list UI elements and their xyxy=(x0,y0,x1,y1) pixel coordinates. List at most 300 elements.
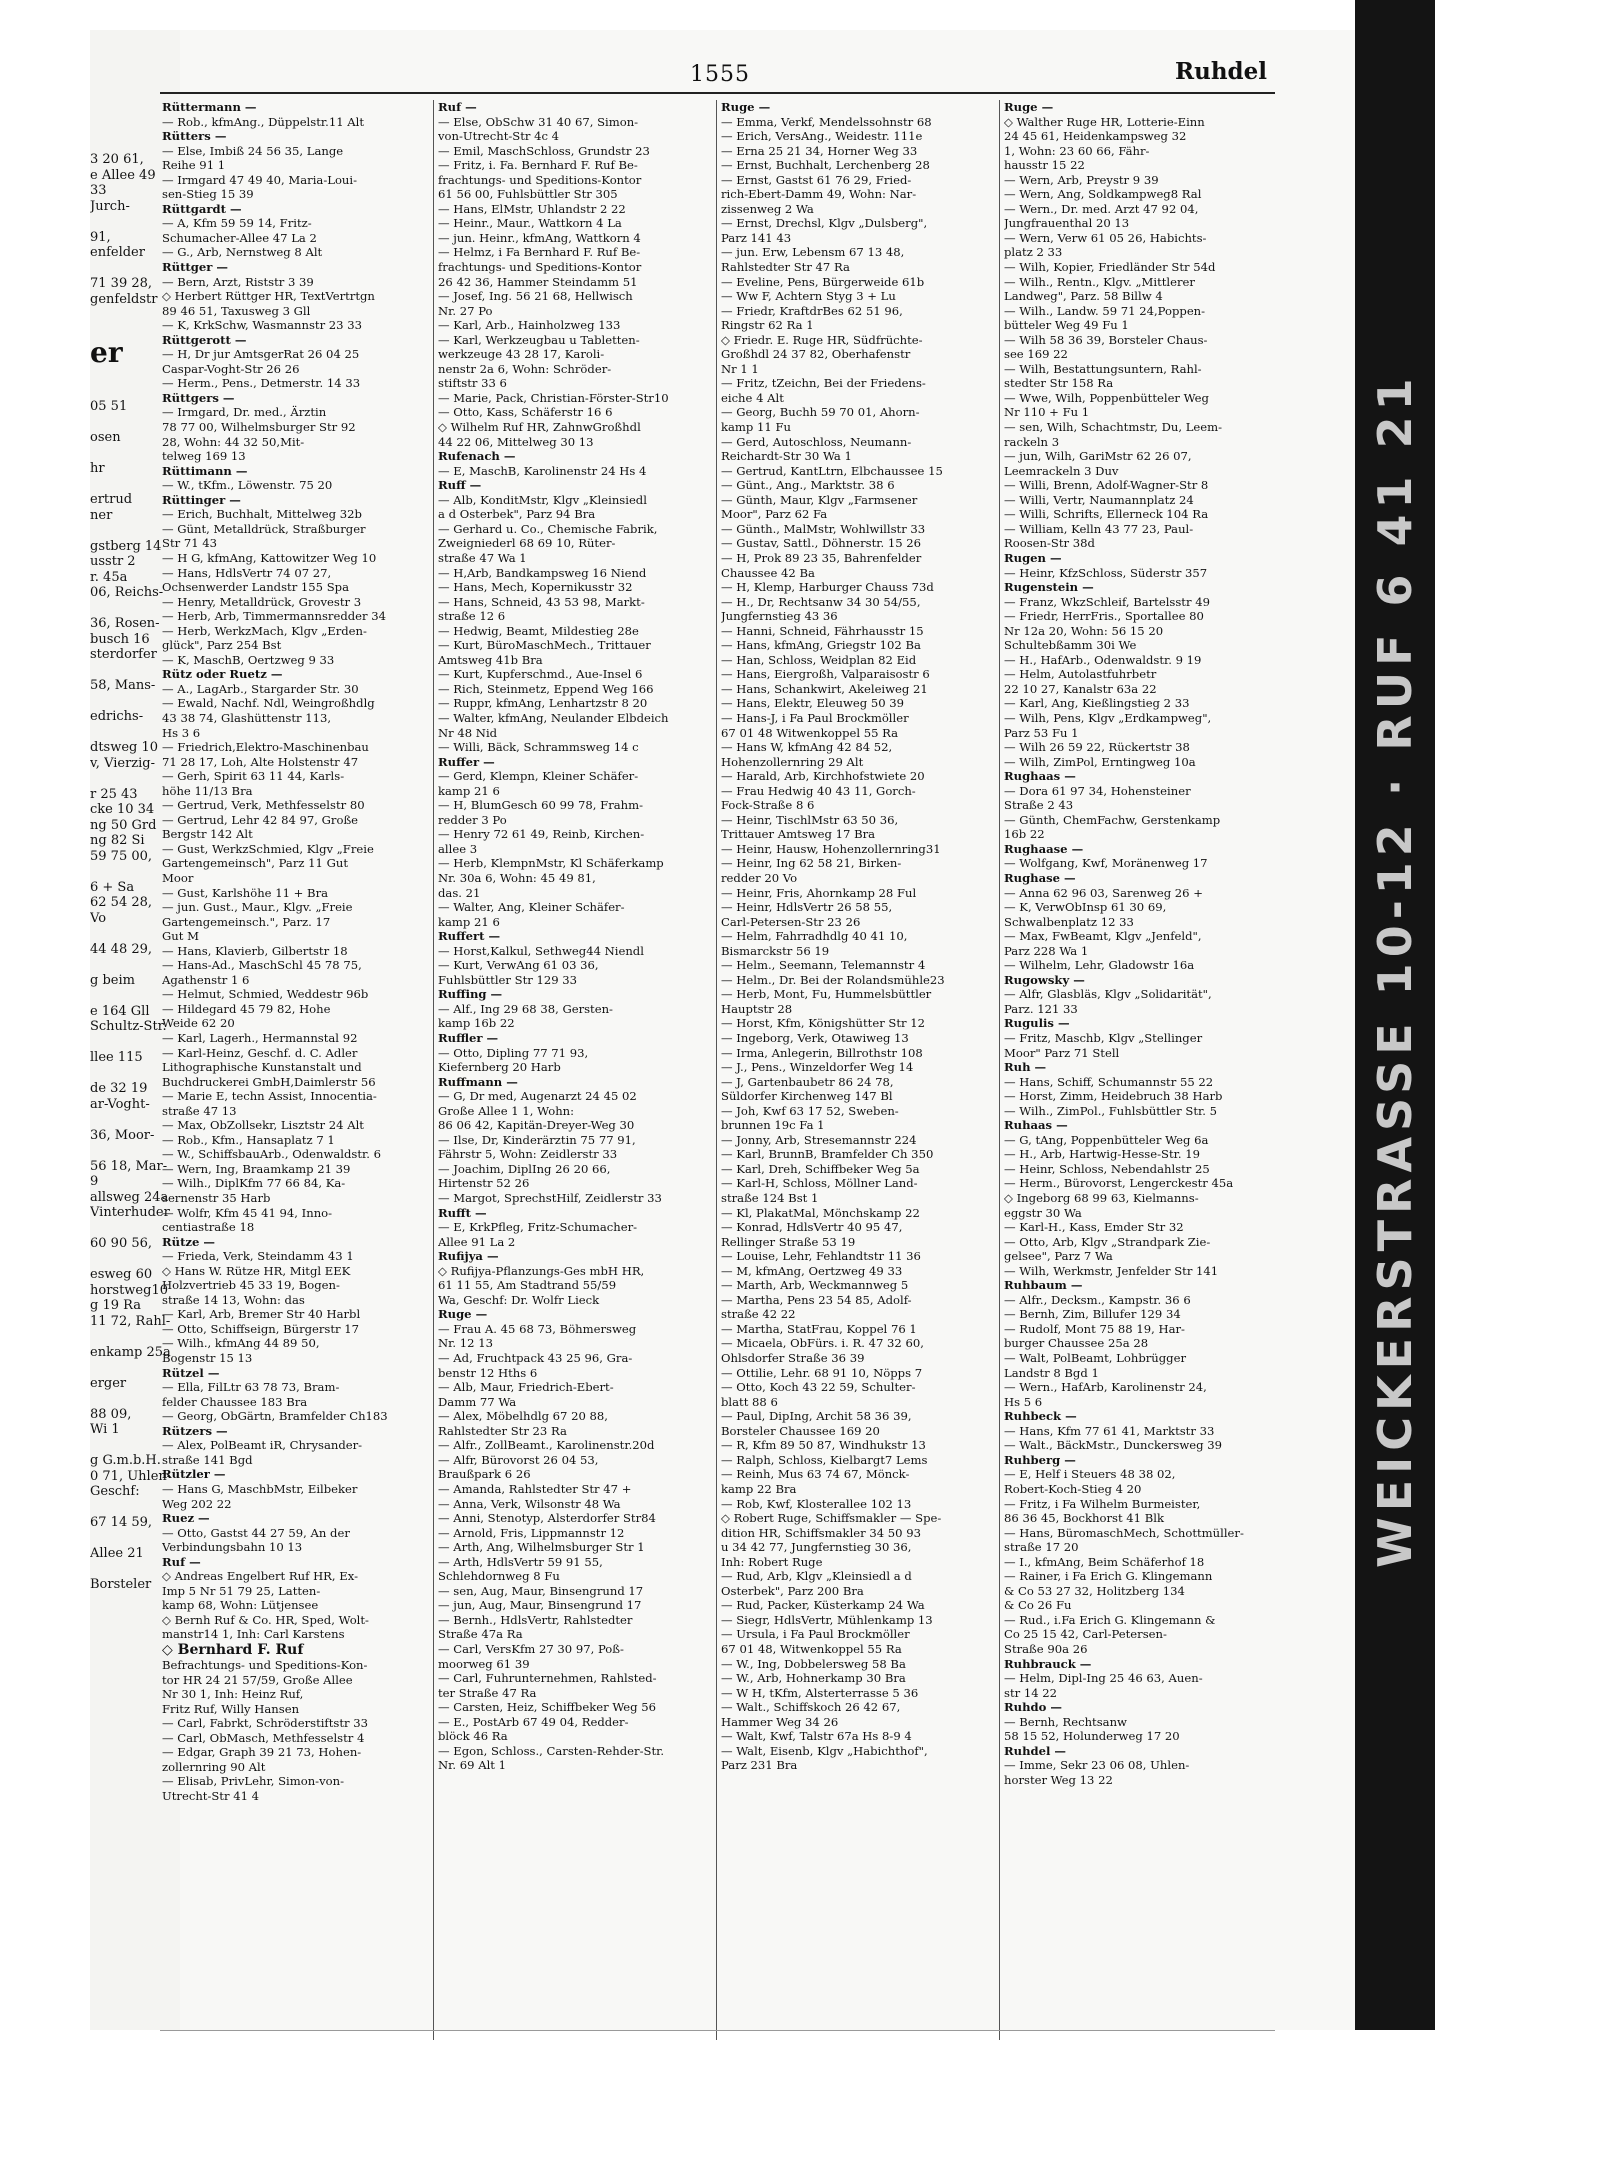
directory-entry-line: Caspar-Voght-Str 26 26 xyxy=(162,361,300,376)
directory-entry-line: — Frau A. 45 68 73, Böhmersweg xyxy=(438,1321,637,1336)
directory-entry-line: — Max, ObZollsekr, Lisztstr 24 Alt xyxy=(162,1118,364,1133)
directory-entry-line: kamp 22 Bra xyxy=(721,1481,797,1496)
surname-heading: Rughaase — xyxy=(1004,841,1084,856)
directory-entry-line: — W., Arb, Hohnerkamp 30 Bra xyxy=(721,1671,906,1686)
previous-page-fragment: enkamp 25a xyxy=(90,1344,171,1360)
directory-entry-line: kamp 11 Fu xyxy=(721,420,791,435)
directory-entry-line: — Ingeborg, Verk, Otawiweg 13 xyxy=(721,1031,909,1045)
previous-page-fragment: hr xyxy=(90,461,105,476)
directory-entry-line: hausstr 15 22 xyxy=(1004,158,1085,173)
directory-entry-line: — Martha, StatFrau, Koppel 76 1 xyxy=(721,1321,917,1336)
directory-entry-line: — Rainer, i Fa Erich G. Klingemann xyxy=(1004,1569,1213,1584)
directory-entry-line: — H,Arb, Bandkampsweg 16 Niend xyxy=(438,565,647,580)
directory-entry-line: — Martha, Pens 23 54 85, Adolf- xyxy=(721,1292,912,1307)
page-bottom-edge xyxy=(160,2030,1275,2031)
directory-entry-line: Roosen-Str 38d xyxy=(1004,536,1095,551)
surname-heading: Rütze — xyxy=(162,1234,216,1249)
directory-entry-line: — Otto, Gastst 44 27 59, An der xyxy=(162,1525,350,1540)
surname-heading: Ruhbaum — xyxy=(1004,1278,1083,1293)
previous-page-fragment xyxy=(90,1360,171,1376)
previous-page-fragment: 59 75 00, xyxy=(90,848,153,864)
directory-entry-line: — J., Pens., Winzeldorfer Weg 14 xyxy=(721,1060,914,1075)
previous-page-fragment: 33 xyxy=(90,183,107,198)
directory-entry-line: Bismarckstr 56 19 xyxy=(721,943,830,958)
directory-entry-line: Hammer Weg 34 26 xyxy=(721,1714,839,1729)
directory-entry-line: straße 12 6 xyxy=(438,609,506,624)
previous-page-fragment: gstberg 14 xyxy=(90,538,162,554)
directory-entry-line: — Konrad, HdlsVertr 40 95 47, xyxy=(721,1220,903,1235)
surname-heading: Rüttimann — xyxy=(162,463,248,478)
directory-entry-line: Leemrackeln 3 Duv xyxy=(1004,463,1119,478)
directory-entry-line: — Karl, BrunnB, Bramfelder Ch 350 xyxy=(721,1147,934,1162)
directory-entry-line: — Helm, Fahrradhdlg 40 41 10, xyxy=(721,929,908,944)
directory-entry-line: — Fritz, tZeichn, Bei der Friedens- xyxy=(721,376,926,391)
directory-entry-line: Damm 77 Wa xyxy=(438,1394,517,1409)
directory-entry-line: — Paul, DipIng, Archit 58 36 39, xyxy=(721,1409,912,1424)
directory-entry-line: — Hans, Klavierb, Gilbertstr 18 xyxy=(162,943,348,958)
directory-entry-line: 43 38 74, Glashüttenstr 113, xyxy=(162,710,332,725)
directory-entry-line: — Hans, Kfm 77 61 41, Marktstr 33 xyxy=(1004,1423,1215,1438)
previous-page-fragment xyxy=(90,725,171,741)
surname-heading: Rufenach — xyxy=(438,449,516,464)
directory-entry-line: — A, Kfm 59 59 14, Fritz- xyxy=(162,216,312,231)
directory-entry-line: — jun. Heinr., kfmAng, Wattkorn 4 xyxy=(438,230,641,245)
directory-entry-line: brunnen 19c Fa 1 xyxy=(721,1118,825,1133)
directory-entry-line: — Wilh, ZimPol, Erntingweg 10a xyxy=(1004,754,1196,769)
previous-page-fragment xyxy=(90,446,171,462)
directory-entry-line: nenstr 2a 6, Wohn: Schröder- xyxy=(438,361,612,376)
directory-entry-line: straße 42 22 xyxy=(721,1307,796,1322)
previous-page-fragment xyxy=(90,1329,171,1345)
directory-entry-line: Schwalbenplatz 12 33 xyxy=(1004,914,1134,929)
directory-entry-line: — Carsten, Heiz, Schiffbeker Weg 56 xyxy=(438,1700,657,1715)
directory-entry-line: Süldorfer Kirchenweg 147 Bl xyxy=(721,1089,893,1104)
directory-entry-line: a d Osterbek", Parz 94 Bra xyxy=(438,507,596,522)
directory-entry-line: — Karl, Lagerh., Hermannstal 92 xyxy=(162,1031,358,1045)
previous-page-fragment xyxy=(90,1438,171,1454)
directory-entry-line: stedter Str 158 Ra xyxy=(1004,376,1114,391)
previous-page-fragment: Vinterhuder xyxy=(90,1205,170,1220)
directory-entry-line: — W., Ing, Dobbelersweg 58 Ba xyxy=(721,1656,906,1671)
directory-entry-line: Rahlstedter Str 23 Ra xyxy=(438,1423,567,1438)
directory-entry-line: Nr 1 1 xyxy=(721,361,759,376)
directory-entry-line: Jungfrauenthal 20 13 xyxy=(1004,216,1130,231)
previous-page-fragment: Wi 1 xyxy=(90,1422,120,1437)
previous-page-fragment: Geschf: xyxy=(90,1484,140,1499)
directory-entry-line: — Marie E, techn Assist, Innocentia- xyxy=(162,1089,377,1104)
directory-entry-line: Straße 90a 26 xyxy=(1004,1641,1088,1656)
directory-entry-line: Schultebßamm 30i We xyxy=(1004,638,1137,653)
directory-entry-line: — Hans, Schiff, Schumannstr 55 22 xyxy=(1004,1074,1214,1089)
directory-entry-line: Gut M xyxy=(162,929,199,944)
previous-page-fragment: 88 09, xyxy=(90,1406,132,1422)
directory-entry-line: — Reinh, Mus 63 74 67, Mönck- xyxy=(721,1467,910,1482)
directory-entry-line: Nr. 30a 6, Wohn: 45 49 81, xyxy=(438,870,596,885)
directory-entry-line: — Elisab, PrivLehr, Simon-von- xyxy=(162,1774,345,1789)
directory-entry-line: burger Chaussee 25a 28 xyxy=(1004,1336,1149,1351)
directory-entry-line: — Gerd, Autoschloss, Neumann- xyxy=(721,434,912,449)
directory-entry-line: Hs 3 6 xyxy=(162,725,201,740)
directory-entry-line: — H, Prok 89 23 35, Bahrenfelder xyxy=(721,550,922,565)
directory-entry-line: — Gertrud, Verk, Methfesselstr 80 xyxy=(162,798,365,813)
directory-entry-line: — Hans-J, i Fa Paul Brockmöller xyxy=(721,710,909,725)
directory-entry-line: — E., PostArb 67 49 04, Redder- xyxy=(438,1714,629,1729)
directory-entry-line: — Josef, Ing. 56 21 68, Hellwisch xyxy=(438,289,633,304)
previous-page-fragment xyxy=(90,307,171,323)
directory-entry-line: — jun, Wilh, GariMstr 62 26 07, xyxy=(1004,449,1192,464)
previous-page-fragment xyxy=(90,1143,171,1159)
directory-entry-line: — Gerd, Klempn, Kleiner Schäfer- xyxy=(438,769,639,784)
previous-page-fragments xyxy=(90,152,171,1593)
previous-page-fragment: 91, xyxy=(90,229,111,245)
directory-entry-line: redder 3 Po xyxy=(438,812,507,827)
directory-entry-line: str 14 22 xyxy=(1004,1685,1058,1700)
directory-entry-line: — R, Kfm 89 50 87, Windhukstr 13 xyxy=(721,1438,926,1453)
directory-entry-line: Ohlsdorfer Straße 36 39 xyxy=(721,1351,865,1366)
directory-entry-line: — M, kfmAng, Oertzweg 49 33 xyxy=(721,1263,903,1278)
previous-page-fragment: Borsteler xyxy=(90,1577,152,1592)
directory-entry-line: — Günth, Maur, Klgv „Farmsener xyxy=(721,492,918,507)
previous-page-fragment: horstweg10 xyxy=(90,1282,168,1298)
previous-page-fragment: sterdorfer xyxy=(90,647,157,662)
directory-entry-line: Moor", Parz 62 Fa xyxy=(721,507,828,522)
directory-entry-line: — Günth, ChemFachw, Gerstenkamp xyxy=(1004,812,1221,827)
directory-entry-line: — Alf., Ing 29 68 38, Gersten- xyxy=(438,1001,613,1016)
directory-entry-line: stiftstr 33 6 xyxy=(438,376,507,391)
directory-entry-line: — Erich, VersAng., Weidestr. 111e xyxy=(721,129,923,144)
directory-entry-line: — Karl, Dreh, Schiffbeker Weg 5a xyxy=(721,1161,920,1176)
directory-entry-line: — Rob., Kfm., Hansaplatz 7 1 xyxy=(162,1132,335,1147)
previous-page-fragment: 71 39 28, xyxy=(90,276,153,291)
previous-page-fragment xyxy=(90,1221,171,1237)
directory-entry-line: — I., kfmAng, Beim Schäferhof 18 xyxy=(1004,1554,1205,1569)
directory-entry-line: kamp 68, Wohn: Lütjensee xyxy=(162,1598,319,1613)
column-1 xyxy=(162,100,430,1803)
directory-entry-line: Nr 12a 20, Wohn: 56 15 20 xyxy=(1004,623,1164,638)
directory-entry-line: — Anna, Verk, Wilsonstr 48 Wa xyxy=(438,1496,621,1511)
previous-page-fragment: edrichs- xyxy=(90,709,144,724)
directory-entry-line: — Wilh, Kopier, Friedländer Str 54d xyxy=(1004,260,1216,275)
directory-entry-line: — Karl, Werkzeugbau u Tabletten- xyxy=(438,332,640,347)
directory-entry-line: & Co 26 Fu xyxy=(1004,1598,1072,1613)
directory-entry-line: — Hans, ElMstr, Uhlandstr 2 22 xyxy=(438,201,626,216)
directory-entry-line: 16b 22 xyxy=(1004,827,1045,842)
previous-page-fragment xyxy=(90,957,171,973)
previous-page-fragment xyxy=(90,384,171,400)
directory-entry-line: — Edgar, Graph 39 21 73, Hohen- xyxy=(162,1745,362,1760)
previous-page-fragment: r. 45a xyxy=(90,569,128,585)
directory-entry-line: — Alex, Möbelhdlg 67 20 88, xyxy=(438,1409,608,1424)
directory-entry-line: — Heinr, Schloss, Nebendahlstr 25 xyxy=(1004,1161,1210,1176)
directory-entry-line: 26 42 36, Hammer Steindamm 51 xyxy=(438,274,638,289)
previous-page-fragment: de 32 19 xyxy=(90,1081,148,1096)
directory-entry-line: — E, KrkPfleg, Fritz-Schumacher- xyxy=(438,1220,638,1235)
directory-entry-line: — Horst, Kfm, Königshütter Str 12 xyxy=(721,1016,926,1031)
directory-entry-line: Co 25 15 42, Carl-Petersen- xyxy=(1004,1627,1167,1642)
directory-entry-line: — Carl, ObMasch, Methfesselstr 4 xyxy=(162,1730,365,1745)
directory-entry-line: straße 14 13, Wohn: das xyxy=(162,1292,305,1307)
directory-entry-line: see 169 22 xyxy=(1004,347,1068,362)
directory-entry-line: — Karl, Arb, Bremer Str 40 Harbl xyxy=(162,1307,361,1322)
previous-page-fragment: ertrud xyxy=(90,492,133,507)
surname-heading: Rugenstein — xyxy=(1004,580,1094,595)
directory-entry-line: ◇ Andreas Engelbert Ruf HR, Ex- xyxy=(162,1569,359,1584)
directory-entry-line: — Harald, Arb, Kirchhofstwiete 20 xyxy=(721,769,925,784)
directory-entry-line: — Ilse, Dr, Kinderärztin 75 77 91, xyxy=(438,1132,636,1147)
directory-entry-line: Ochsenwerder Landstr 155 Spa xyxy=(162,580,350,595)
directory-entry-line: — Hans, Schneid, 43 53 98, Markt- xyxy=(438,594,645,609)
previous-page-fragment xyxy=(90,988,171,1004)
directory-entry-line: Hs 5 6 xyxy=(1004,1394,1043,1409)
directory-entry-line: kamp 21 6 xyxy=(438,783,500,798)
directory-entry-line: frachtungs- und Speditions-Kontor xyxy=(438,260,642,275)
previous-page-fragment: Schultz-Str. xyxy=(90,1019,167,1034)
surname-heading: Ruf — xyxy=(162,1554,201,1569)
directory-entry-line: — Ursula, i Fa Paul Brockmöller xyxy=(721,1627,910,1642)
directory-entry-line: — Heinr, Fris, Ahornkamp 28 Ful xyxy=(721,885,917,900)
directory-entry-line: Gartengemeinsch", Parz 11 Gut xyxy=(162,856,348,871)
directory-entry-line: — Irmgard, Dr. med., Ärztin xyxy=(162,405,327,420)
directory-entry-line: — Helm., Seemann, Telemannstr 4 xyxy=(721,958,926,973)
directory-entry-line: dition HR, Schiffsmakler 34 50 93 xyxy=(721,1525,921,1540)
directory-entry-line: straße 141 Bgd xyxy=(162,1452,253,1467)
surname-heading: Ruffler — xyxy=(438,1031,499,1045)
previous-page-fragment: Jurch- xyxy=(90,198,130,214)
surname-heading: Rugowsky — xyxy=(1004,972,1085,987)
directory-entry-line: — Kl, PlakatMal, Mönchskamp 22 xyxy=(721,1205,920,1220)
directory-entry-line: — Irma, Anlegerin, Billrothstr 108 xyxy=(721,1045,923,1060)
previous-page-fragment: 3 20 61, xyxy=(90,152,144,167)
directory-entry-line: straße 47 13 xyxy=(162,1103,237,1118)
directory-entry-line: Jungfernstieg 43 36 xyxy=(721,609,838,624)
surname-heading: Ruffert — xyxy=(438,929,501,944)
directory-entry-line: u 34 42 77, Jungfernstieg 30 36, xyxy=(721,1540,912,1555)
directory-entry-line: — sen, Aug, Maur, Binsengrund 17 xyxy=(438,1583,644,1598)
previous-page-fragment: enfelder xyxy=(90,245,145,260)
directory-entry-line: — Ernst, Gastst 61 76 29, Fried- xyxy=(721,172,912,187)
directory-entry-line: Wa, Geschf: Dr. Wolfr Lieck xyxy=(438,1292,600,1307)
directory-entry-line: — Arnold, Fris, Lippmannstr 12 xyxy=(438,1525,625,1540)
directory-entry-line: werkzeuge 43 28 17, Karoli- xyxy=(438,347,605,362)
previous-page-fragment xyxy=(90,415,171,431)
directory-entry-line: — Heinr, HdlsVertr 26 58 55, xyxy=(721,900,893,915)
directory-entry-line: — Otto, Dipling 77 71 93, xyxy=(438,1045,589,1060)
directory-entry-line: Parz 228 Wa 1 xyxy=(1004,943,1089,958)
directory-entry-line: eiche 4 Alt xyxy=(721,390,784,405)
surname-heading: Ruhdo — xyxy=(1004,1700,1062,1715)
surname-heading: Rugulis — xyxy=(1004,1016,1070,1031)
directory-entry-line: — Frieda, Verk, Steindamm 43 1 xyxy=(162,1249,354,1264)
directory-entry-line: — Ruppr, kfmAng, Lenhartzstr 8 20 xyxy=(438,696,648,711)
directory-entry-line: zissenweg 2 Wa xyxy=(721,201,814,216)
previous-page-fragment: 67 14 59, xyxy=(90,1515,153,1530)
directory-entry-line: — Herb, Mont, Fu, Hummelsbüttler xyxy=(721,987,932,1002)
directory-entry-line: Fährstr 5, Wohn: Zeidlerstr 33 xyxy=(438,1147,618,1162)
directory-entry-line: — Gerh, Spirit 63 11 44, Karls- xyxy=(162,769,345,784)
directory-entry-line: ◇ Hans W. Rütze HR, Mitgl EEK xyxy=(162,1263,351,1278)
directory-entry-line: — Joachim, DiplIng 26 20 66, xyxy=(438,1161,611,1176)
directory-entry-line: — A., LagArb., Stargarder Str. 30 xyxy=(162,681,359,696)
directory-entry-line: allee 3 xyxy=(438,841,478,856)
directory-entry-line: — E, MaschB, Karolinenstr 24 Hs 4 xyxy=(438,463,647,478)
directory-entry-line: moorweg 61 39 xyxy=(438,1656,530,1671)
directory-entry-line: 89 46 51, Taxusweg 3 Gll xyxy=(162,303,311,318)
directory-entry-line: kamp 16b 22 xyxy=(438,1016,515,1031)
surname-heading: Ruffing — xyxy=(438,987,503,1002)
directory-entry-line: — Bernh, Rechtsanw xyxy=(1004,1714,1127,1729)
previous-page-fragment xyxy=(90,1391,171,1407)
directory-entry-line: — W., SchiffsbauArb., Odenwaldstr. 6 xyxy=(162,1147,382,1162)
directory-entry-line: Nr 110 + Fu 1 xyxy=(1004,405,1090,420)
directory-entry-line: — G, tAng, Poppenbütteler Weg 6a xyxy=(1004,1132,1209,1147)
spine-lettering: WEICKERSTRASSE 10-12 · RUF 6 41 21 xyxy=(1368,372,1422,1568)
directory-entry-line: centiastraße 18 xyxy=(162,1220,255,1235)
directory-entry-line: — Erna 25 21 34, Horner Weg 33 xyxy=(721,143,918,158)
directory-entry-line: — Emil, MaschSchloss, Grundstr 23 xyxy=(438,143,650,158)
directory-entry-line: — jun, Aug, Maur, Binsengrund 17 xyxy=(438,1598,642,1613)
previous-page-fragment: Allee 21 xyxy=(90,1546,144,1561)
directory-entry-line: — Alfr, Glasbläs, Klgv „Solidarität", xyxy=(1004,987,1212,1002)
previous-page-fragment: e Allee 49 xyxy=(90,167,156,183)
directory-entry-line: — Walter, kfmAng, Neulander Elbdeich xyxy=(438,710,669,725)
directory-entry-line: 78 77 00, Wilhelmsburger Str 92 xyxy=(162,420,356,435)
directory-entry-line: — Rud., i.Fa Erich G. Klingemann & xyxy=(1004,1612,1216,1627)
directory-entry-line: platz 2 33 xyxy=(1004,245,1063,260)
directory-entry-line: — Ernst, Drechsl, Klgv „Dulsberg", xyxy=(721,216,928,231)
directory-entry-line: — Else, Imbiß 24 56 35, Lange xyxy=(162,143,344,158)
directory-entry-line: Carl-Petersen-Str 23 26 xyxy=(721,914,861,929)
previous-page-fragment: Vo xyxy=(90,910,107,926)
directory-entry-line: — K, MaschB, Oertzweg 9 33 xyxy=(162,652,335,667)
directory-entry-line: — K, KrkSchw, Wasmannstr 23 33 xyxy=(162,318,362,333)
previous-page-fragment: allsweg 24a xyxy=(90,1189,169,1205)
directory-entry-line: & Co 53 27 32, Holitzberg 134 xyxy=(1004,1583,1185,1598)
directory-entry-line: Straße 47a Ra xyxy=(438,1627,523,1642)
directory-entry-line: Schumacher-Allee 47 La 2 xyxy=(162,230,317,245)
directory-entry-line: — Walter, Ang, Kleiner Schäfer- xyxy=(438,900,625,915)
previous-page-fragment xyxy=(90,523,171,539)
directory-entry-line: Borsteler Chaussee 169 20 xyxy=(721,1423,880,1438)
directory-entry-line: blöck 46 Ra xyxy=(438,1729,508,1744)
previous-page-fragment: g beim xyxy=(90,972,135,988)
directory-entry-line: sen-Stieg 15 39 xyxy=(162,187,254,202)
directory-entry-line: — Walt., BäckMstr., Dunckersweg 39 xyxy=(1004,1438,1223,1453)
directory-entry-line: — Wilh, Werkmstr, Jenfelder Str 141 xyxy=(1004,1263,1219,1278)
directory-entry-line: — Georg, Buchh 59 70 01, Ahorn- xyxy=(721,405,920,420)
previous-page-fragment: llee 115 xyxy=(90,1050,143,1065)
directory-entry-line: Weg 202 22 xyxy=(162,1496,232,1511)
directory-entry-line: — Walt, Eisenb, Klgv „Habichthof", xyxy=(721,1743,928,1758)
directory-entry-line: Straße 2 43 xyxy=(1004,798,1074,813)
previous-page-fragment xyxy=(90,214,171,230)
previous-page-fragment xyxy=(90,926,171,942)
directory-entry-line: — Wilh, Pens, Klgv „Erdkampweg", xyxy=(1004,710,1212,725)
directory-entry-line: — Hedwig, Beamt, Mildestieg 28e xyxy=(438,623,639,638)
surname-heading: Ruez — xyxy=(162,1511,210,1526)
directory-entry-line: — Hans, HdlsVertr 74 07 27, xyxy=(162,565,332,580)
directory-entry-line: — Egon, Schloss., Carsten-Rehder-Str. xyxy=(438,1743,665,1758)
previous-page-fragment: 06, Reichs- xyxy=(90,585,164,600)
directory-entry-line: — J, Gartenbaubetr 86 24 78, xyxy=(721,1074,894,1089)
surname-heading: Rüttgerott — xyxy=(162,332,247,347)
previous-page-fragment: ng 50 Grd xyxy=(90,817,157,833)
previous-page-fragment: 11 72, Rahl- xyxy=(90,1313,171,1329)
directory-entry-line: ◇ Rufijya-Pflanzungs-Ges mbH HR, xyxy=(438,1263,645,1278)
directory-entry-line: — Wern, Arb, Preystr 9 39 xyxy=(1004,172,1159,187)
directory-entry-line: — Bernh., HdlsVertr, Rahlstedter xyxy=(438,1612,633,1627)
directory-entry-line: Großhdl 24 37 82, Oberhafenstr xyxy=(721,347,911,362)
directory-entry-line: Parz 53 Fu 1 xyxy=(1004,725,1079,740)
previous-page-fragment: 9 xyxy=(90,1174,99,1189)
surname-heading: Ruffmann — xyxy=(438,1074,518,1089)
directory-entry-line: straße 17 20 xyxy=(1004,1540,1079,1555)
directory-entry-line: Verbindungsbahn 10 13 xyxy=(162,1540,303,1555)
directory-entry-line: — Helm, Autolastfuhrbetr xyxy=(1004,667,1157,682)
previous-page-fragment xyxy=(90,1066,171,1082)
directory-entry-line: — Erich, Buchhalt, Mittelweg 32b xyxy=(162,507,362,522)
directory-entry-line: 58 15 52, Holunderweg 17 20 xyxy=(1004,1729,1180,1744)
surname-heading: Ruhaas — xyxy=(1004,1118,1068,1133)
directory-entry-line: Große Allee 1 1, Wohn: xyxy=(438,1103,575,1118)
previous-page-fragment: dtsweg 10 xyxy=(90,740,159,755)
directory-entry-line: Bogenstr 15 13 xyxy=(162,1351,253,1366)
directory-entry-line: — Joh, Kwf 63 17 52, Sweben- xyxy=(721,1103,899,1118)
directory-entry-line: 86 06 42, Kapitän-Dreyer-Weg 30 xyxy=(438,1118,635,1133)
directory-entry-line: Nr 30 1, Inh: Heinz Ruf, xyxy=(162,1687,304,1702)
directory-entry-line: Osterbek", Parz 200 Bra xyxy=(721,1583,864,1598)
surname-heading: Rufijya — xyxy=(438,1249,499,1264)
surname-heading: Rüttermann — xyxy=(162,100,257,114)
directory-entry-line: Inh: Robert Ruge xyxy=(721,1554,823,1569)
directory-entry-line: — Horst, Zimm, Heidebruch 38 Harb xyxy=(1004,1089,1223,1104)
column-4 xyxy=(1004,100,1272,1787)
directory-entry-line: — Franz, WkzSchleif, Bartelsstr 49 xyxy=(1004,594,1210,609)
running-head: Ruhdel xyxy=(1175,58,1268,85)
directory-entry-line: — Hans, Elektr, Eleuweg 50 39 xyxy=(721,696,905,711)
directory-entry-line: — Karl, Arb., Hainholzweg 133 xyxy=(438,318,621,333)
directory-entry-line: Nr. 27 Po xyxy=(438,303,493,318)
surname-heading: Ruhbeck — xyxy=(1004,1409,1077,1424)
directory-entry-line: Amtsweg 41b Bra xyxy=(438,652,543,667)
directory-entry-line: von-Utrecht-Str 4c 4 xyxy=(438,129,560,144)
directory-entry-line: — Wilh., ZimPol., Fuhlsbüttler Str. 5 xyxy=(1004,1103,1218,1118)
directory-entry-line: — Hans, BüromaschMech, Schottmüller- xyxy=(1004,1525,1244,1540)
previous-page-fragment xyxy=(90,1112,171,1128)
directory-entry-line: — Ella, FilLtr 63 78 73, Bram- xyxy=(162,1380,340,1395)
surname-heading: Ruhberg — xyxy=(1004,1452,1076,1467)
directory-entry-line: — Heinr, TischlMstr 63 50 36, xyxy=(721,812,899,827)
directory-entry-line: — Otto, Schiffseign, Bürgerstr 17 xyxy=(162,1321,360,1336)
directory-entry-line: straße 47 Wa 1 xyxy=(438,550,527,565)
directory-entry-line: Landstr 8 Bgd 1 xyxy=(1004,1365,1099,1380)
directory-entry-line: felder Chaussee 183 Bra xyxy=(162,1394,308,1409)
directory-entry-line: — Otto, Kass, Schäferstr 16 6 xyxy=(438,405,613,420)
directory-entry-line: — Otto, Koch 43 22 59, Schulter- xyxy=(721,1380,916,1395)
directory-entry-line: — Han, Schloss, Weidplan 82 Eid xyxy=(721,652,917,667)
directory-entry-line: — H, BlumGesch 60 99 78, Frahm- xyxy=(438,798,644,813)
previous-page-fragment xyxy=(90,864,171,880)
directory-entry-line: höhe 11/13 Bra xyxy=(162,783,253,798)
directory-entry-line: rich-Ebert-Damm 49, Wohn: Nar- xyxy=(721,187,917,202)
directory-entry-line: ◇ Robert Ruge, Schiffsmakler — Spe- xyxy=(721,1511,942,1526)
surname-heading: Ruff — xyxy=(438,478,482,493)
surname-heading: Rüttgardt — xyxy=(162,201,242,216)
directory-entry-line: — Willi, Schrifts, Ellerneck 104 Ra xyxy=(1004,507,1209,522)
directory-entry-line: — Wilh., Rentn., Klgv. „Mittlerer xyxy=(1004,274,1195,289)
directory-entry-line: — Carl, Fuhrunternehmen, Rahlsted- xyxy=(438,1671,657,1686)
previous-page-fragment xyxy=(90,694,171,710)
directory-entry-line: — Hanni, Schneid, Fährhausstr 15 xyxy=(721,623,924,638)
